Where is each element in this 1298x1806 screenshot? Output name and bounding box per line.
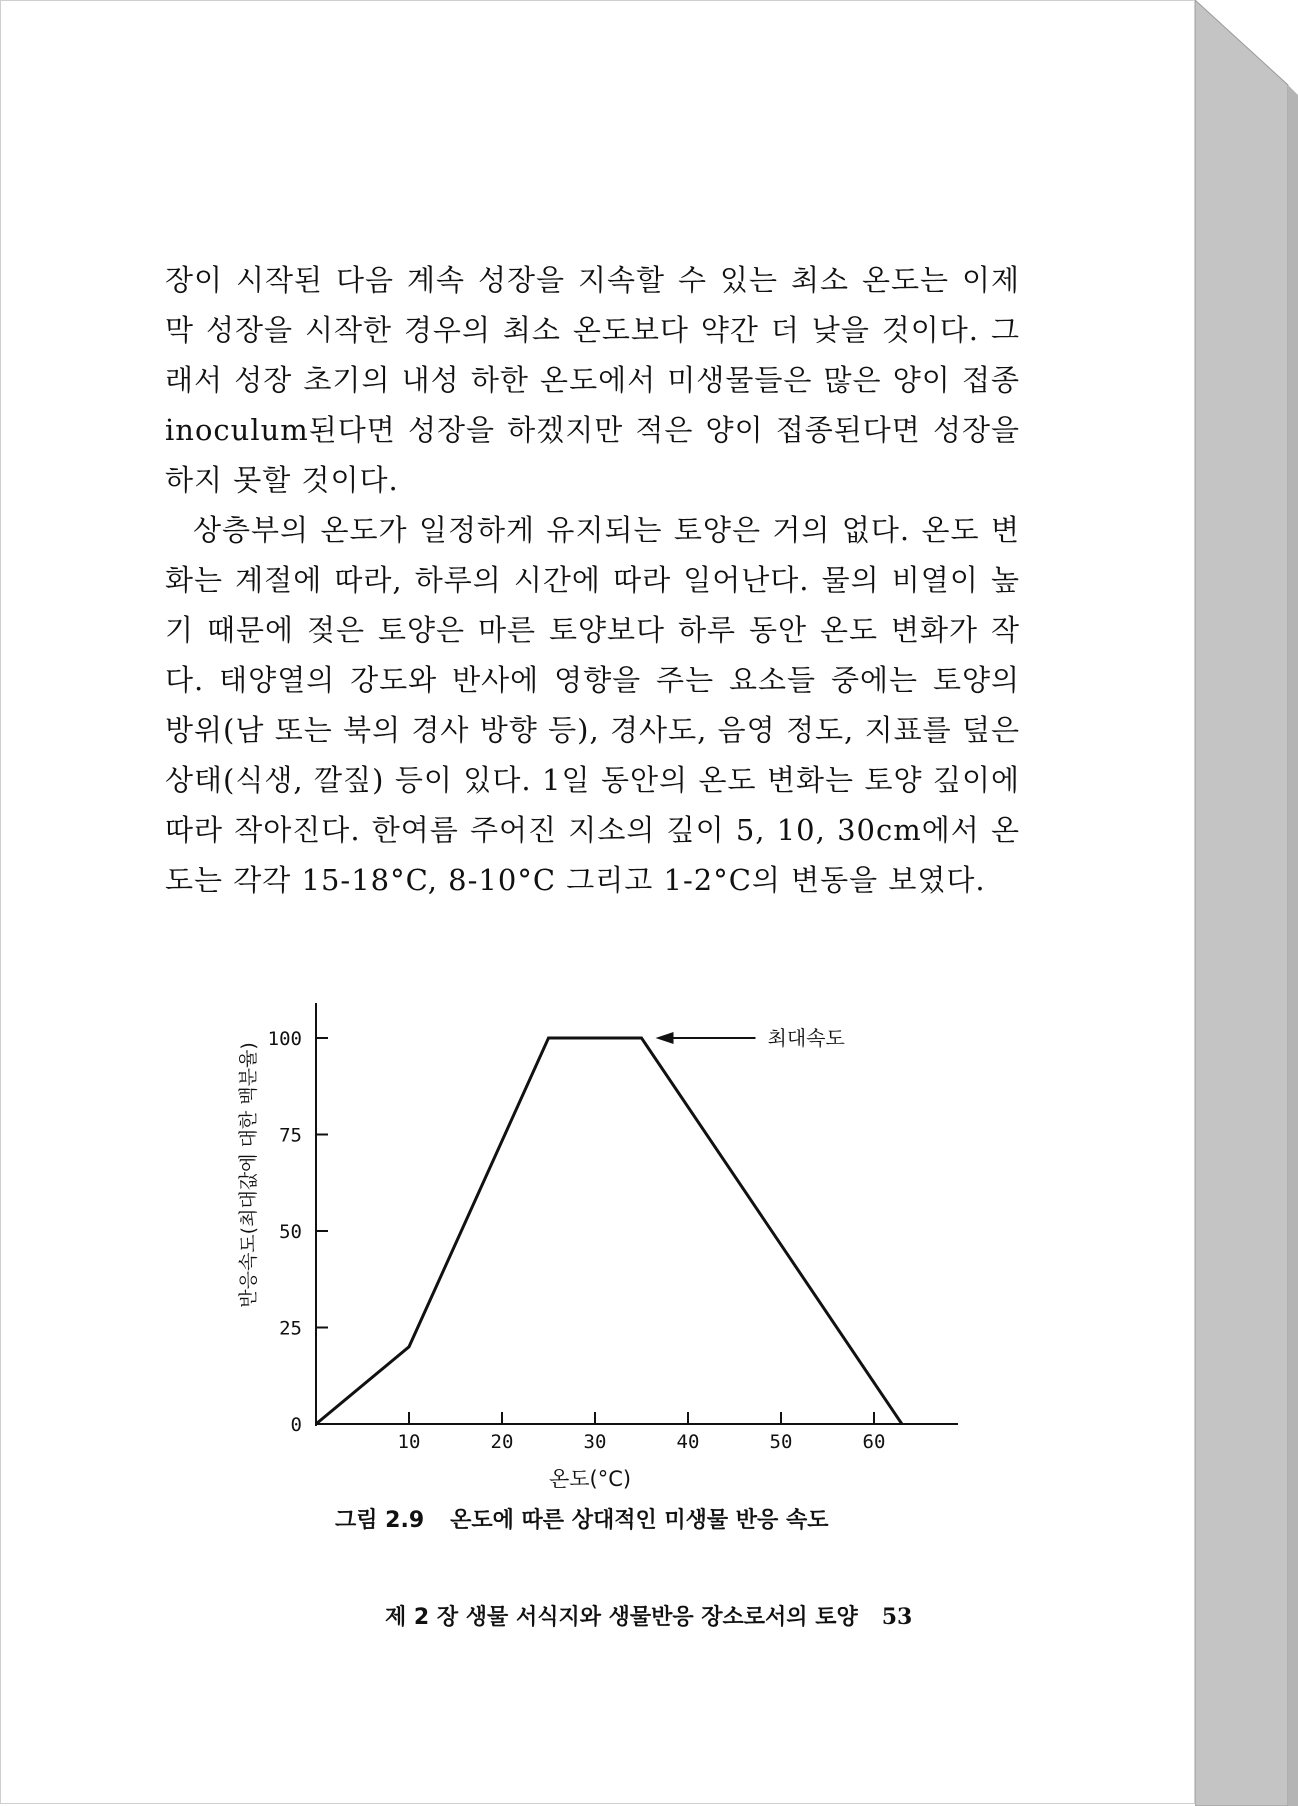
x-tick-label: 60 <box>862 1431 886 1453</box>
chapter-title: 제 2 장 생물 서식지와 생물반응 장소로서의 토양 <box>385 1605 858 1630</box>
y-tick-label: 0 <box>290 1414 302 1436</box>
page-number: 53 <box>881 1604 913 1630</box>
y-tick-label: 75 <box>279 1124 302 1147</box>
figure-number: 그림 2.9 <box>335 1508 425 1533</box>
y-tick-label: 25 <box>279 1317 302 1340</box>
book-page-edge <box>1195 0 1298 1806</box>
y-tick-label: 50 <box>279 1221 302 1243</box>
x-axis-label: 온도(°C) <box>548 1467 632 1491</box>
paragraph-2: 상층부의 온도가 일정하게 유지되는 토양은 거의 없다. 온도 변화는 계절에 따라, 하루의 시간에 따라 일어난다. 물의 비열이 높기 때문에 젖은 토양은 마른 토양보다 하루 동안 온도 변화가 작다. 태양열의 강도와 반사에 영향을 주는 요소들 중에는 토양의 방위(남 또는 북의 경사 방향 등), 경사도, 음영 정도, 지표를 덮은 상태(식생, 깔짚) 등이 있다. 1일 동안의 온도 변화는 토양 깊이에 따라 작아진다. 한여름 주어진 지소의 깊이 5, 10, 30cm에서 온도는 각각 15-18°C, 8-10°C 그리고 1-2°C의 변동을 보였다. <box>165 513 1020 897</box>
x-tick-label: 10 <box>397 1431 421 1453</box>
figure-caption-text: 온도에 따른 상대적인 미생물 반응 속도 <box>450 1508 829 1533</box>
body-text <box>165 255 1020 905</box>
y-tick-label: 100 <box>267 1028 302 1050</box>
paragraph-1: 장이 시작된 다음 계속 성장을 지속할 수 있는 최소 온도는 이제 막 성장을 시작한 경우의 최소 온도보다 약간 더 낮을 것이다. 그래서 성장 초기의 내성 하한 온도에서 미생물들은 많은 양이 접종 inoculum된다면 성장을 하겠지만 적은 양이 접종된다면 성장을 하지 못할 것이다. <box>165 263 1020 497</box>
y-axis-label: 반응속도(최대값에 대한 백분율) <box>237 1042 260 1308</box>
page-footer <box>385 1600 912 1631</box>
max-rate-label: 최대속도 <box>767 1026 845 1050</box>
x-tick-label: 40 <box>676 1431 700 1453</box>
x-tick-label: 30 <box>583 1431 607 1453</box>
x-tick-label: 50 <box>769 1431 793 1453</box>
x-tick-label: 20 <box>490 1431 514 1453</box>
